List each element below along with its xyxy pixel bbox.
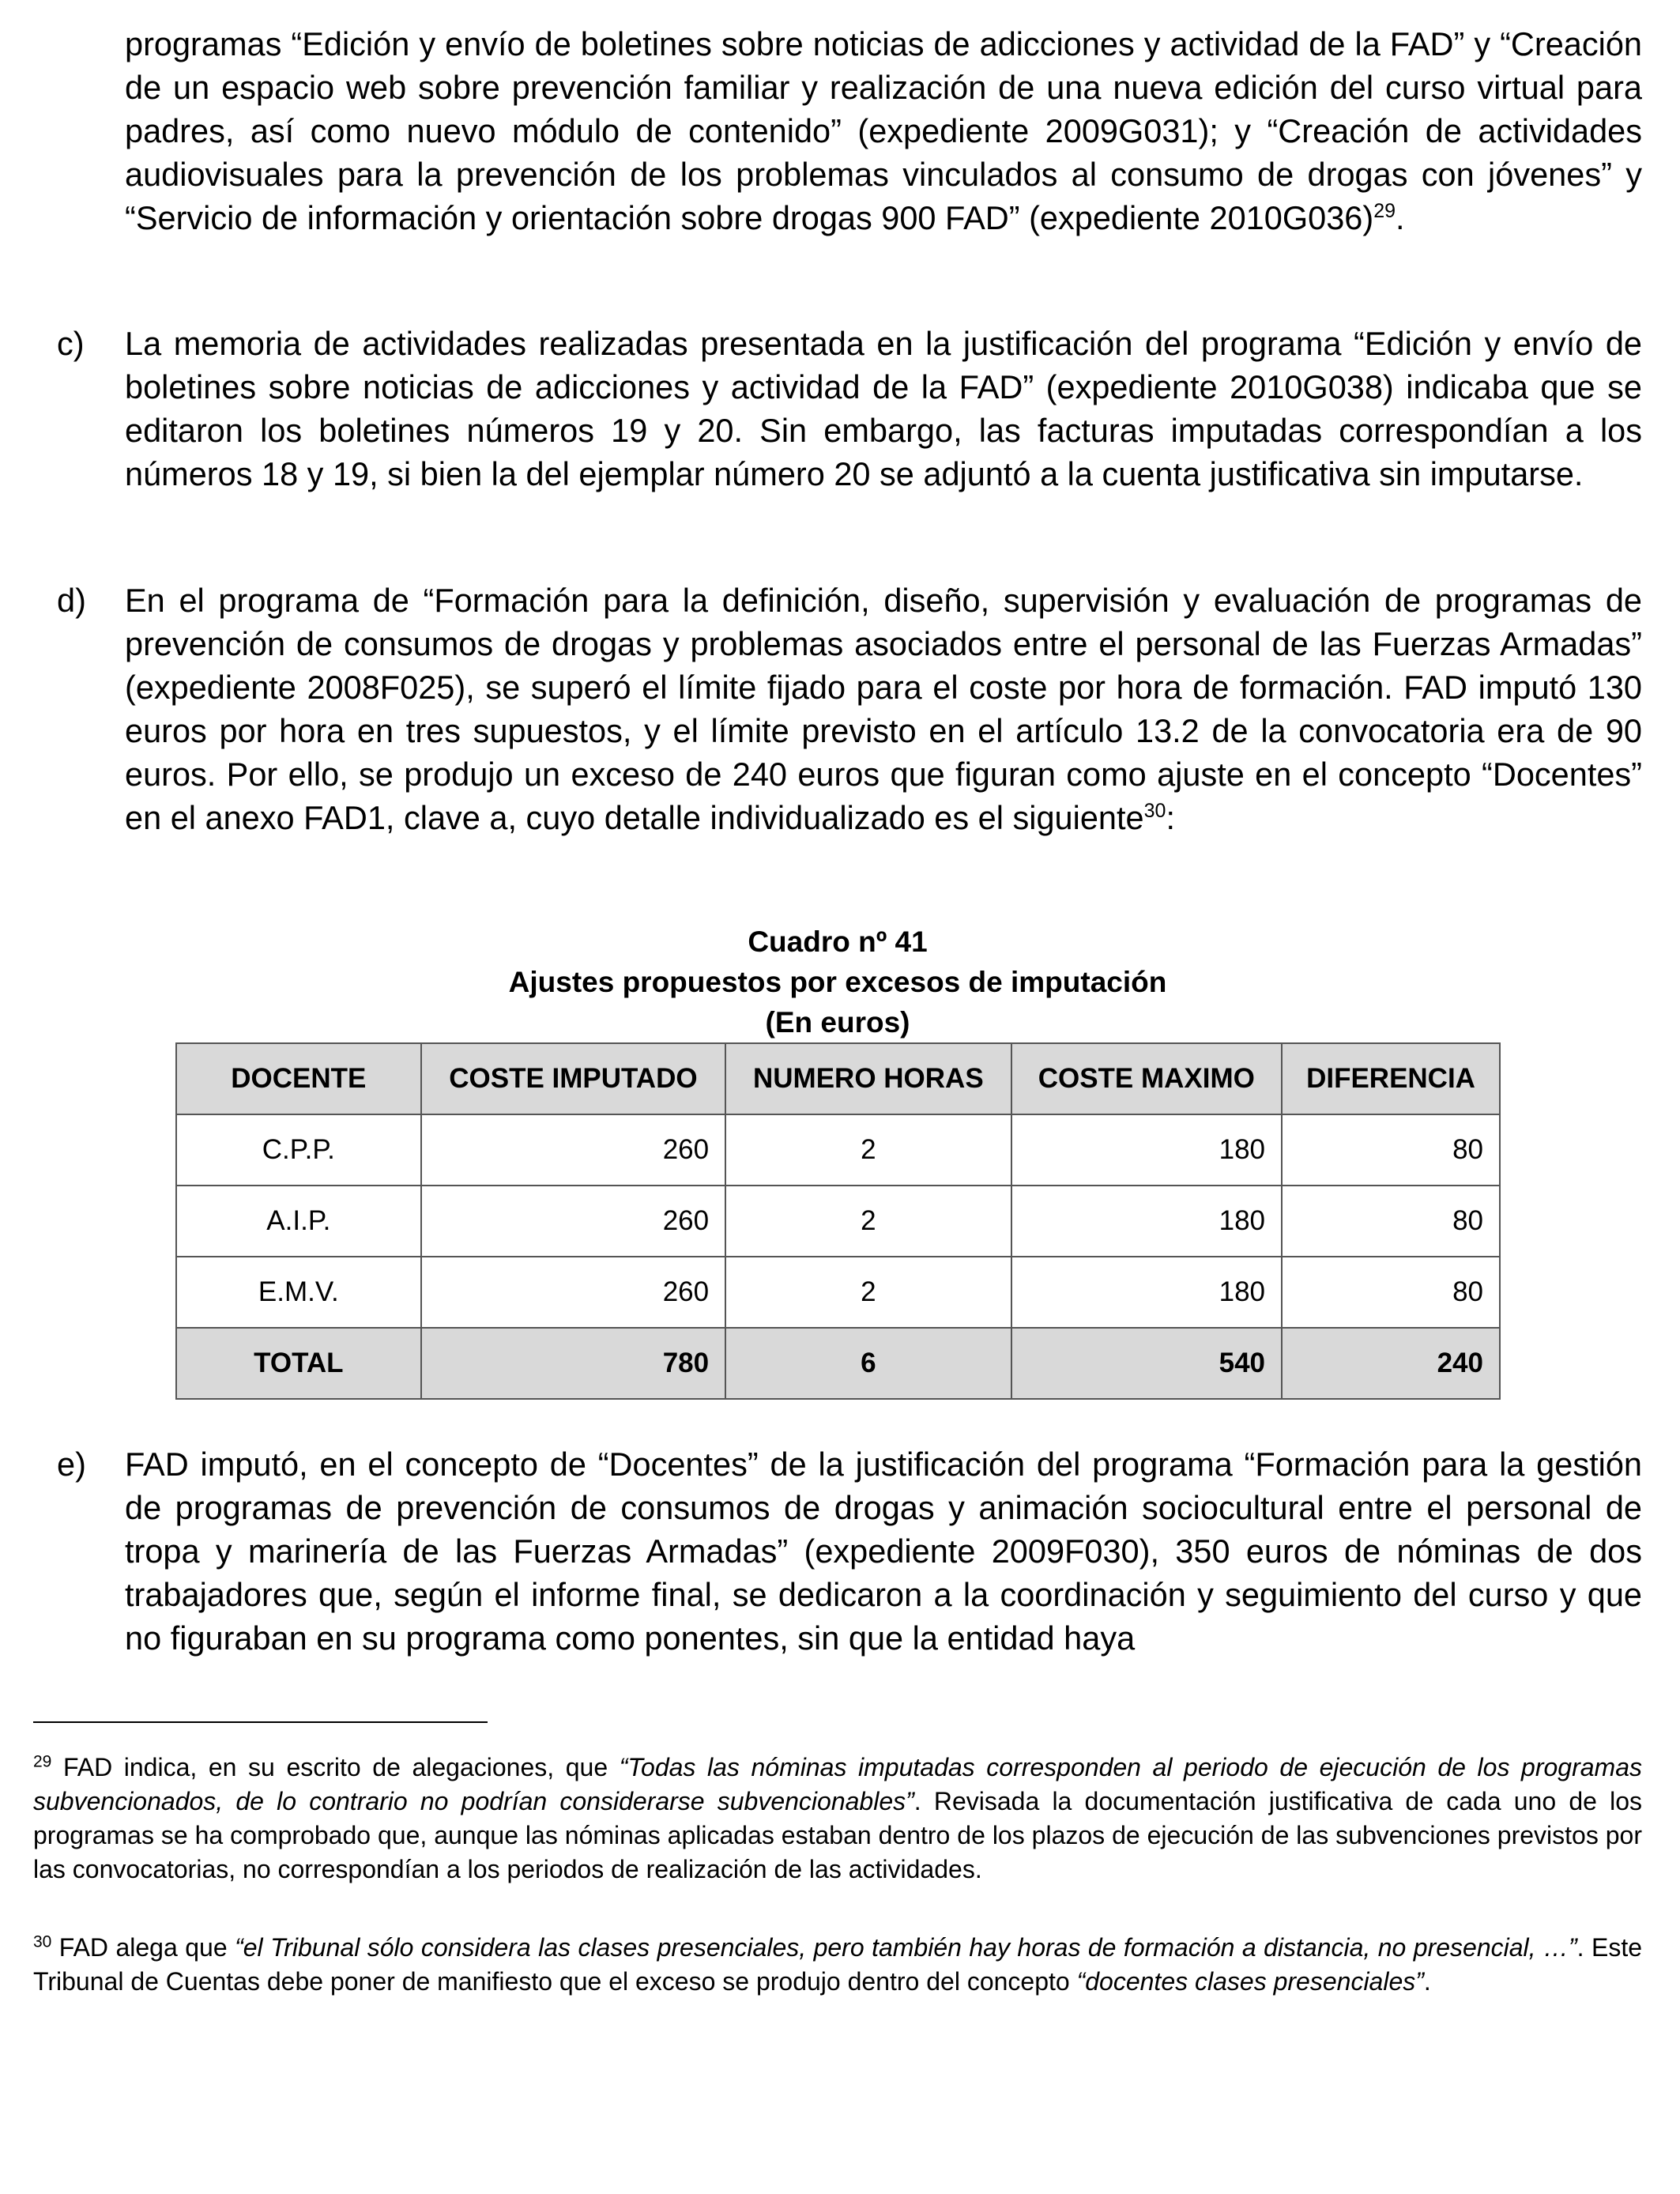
footnote-29-number: 29: [33, 1752, 52, 1771]
item-d-paragraph: [125, 579, 1642, 839]
footnote-separator: [33, 1721, 488, 1723]
table-row: [176, 1114, 1500, 1186]
table-total-row: [176, 1328, 1500, 1399]
column-header-coste-imputado: COSTE IMPUTADO: [421, 1043, 725, 1114]
cell-numero-horas: 2: [725, 1186, 1011, 1257]
footnote-29-lead: FAD indica, en su escrito de alegaciones, que: [51, 1753, 620, 1781]
item-c-marker: c): [57, 325, 85, 362]
footnote-30-end: .: [1423, 1967, 1431, 1996]
cell-docente: A.I.P.: [176, 1186, 421, 1257]
cell-diferencia: 80: [1282, 1257, 1500, 1328]
cell-diferencia: 80: [1282, 1114, 1500, 1186]
paragraph-intro-text: programas “Edición y envío de boletines sobre noticias de adicciones y actividad de la FAD” y “Creación de un espacio web sobre prevención familiar y realización de una nueva edición del curso virtual para padres, así como nuevo módulo de contenido” (expediente 2009G031); y “Creación de actividades audiovisuales para la prevención de los problemas vinculados al consumo de drogas con jóvenes” y “Servicio de información y orientación sobre drogas 900 FAD” (expediente 2010G036): [125, 25, 1642, 236]
cell-docente: E.M.V.: [176, 1257, 421, 1328]
table-caption-number: Cuadro nº 41: [748, 925, 928, 958]
item-e-text: FAD imputó, en el concepto de “Docentes” de la justificación del programa “Formación para la gestión de programas de prevención de consumos de drogas y animación sociocultural entre el personal de tropa y marinería de las Fuerzas Armadas” (expediente 2009F030), 350 euros de nóminas de dos trabajadores que, según el informe final, se dedicaron a la coordinación y seguimiento del curso y que no figuraban en su programa como ponentes, sin que la entidad haya: [125, 1446, 1642, 1657]
table-caption-units: (En euros): [765, 1006, 910, 1039]
table-header-row: [176, 1043, 1500, 1114]
cell-coste-maximo: 180: [1011, 1257, 1282, 1328]
item-d-marker: d): [57, 582, 86, 619]
cell-total-label: TOTAL: [176, 1328, 421, 1399]
cell-total-diferencia: 240: [1282, 1328, 1500, 1399]
footnote-30-rest: . Este Tribunal de Cuentas debe poner de manifiesto que el exceso se produjo dentro del concepto: [33, 1933, 1643, 1996]
cell-coste-maximo: 180: [1011, 1114, 1282, 1186]
footnote-29-quote: “Todas las nóminas imputadas corresponden al periodo de ejecución de los programas subvencionados, de lo contrario no podrían considerarse subvencionables”: [33, 1753, 1643, 1815]
footnote-29-rest: . Revisada la documentación justificativa de cada uno de los programas se ha comprobado que, aunque las nóminas aplicadas estaban dentro de los plazos de ejecución de las subvenciones previstos por las convocatorias, no correspondían a los periodos de realización de las actividades.: [33, 1787, 1643, 1883]
footnote-ref-30[interactable]: 30: [1143, 800, 1166, 823]
cell-total-coste-imputado: 780: [421, 1328, 725, 1399]
footnote-30-number: 30: [33, 1932, 52, 1951]
column-header-coste-maximo: COSTE MAXIMO: [1011, 1043, 1282, 1114]
table-caption: [175, 922, 1500, 1042]
item-c-text: La memoria de actividades realizadas presentada en la justificación del programa “Edición y envío de boletines sobre noticias de adicciones y actividad de la FAD” (expediente 2010G038) indicaba que se editaron los boletines números 19 y 20. Sin embargo, las facturas imputadas correspondían a los números 18 y 19, si bien la del ejemplar número 20 se adjuntó a la cuenta justificativa sin imputarse.: [125, 325, 1642, 492]
adjustments-table: [175, 1042, 1501, 1400]
table-row: [176, 1186, 1500, 1257]
cell-diferencia: 80: [1282, 1186, 1500, 1257]
footnote-29: [33, 1751, 1642, 1887]
table-caption-title: Ajustes propuestos por excesos de imputación: [508, 966, 1167, 998]
cell-total-coste-maximo: 540: [1011, 1328, 1282, 1399]
paragraph-intro-end: .: [1396, 199, 1405, 236]
column-header-numero-horas: NUMERO HORAS: [725, 1043, 1011, 1114]
item-e-marker: e): [57, 1446, 86, 1483]
cell-coste-imputado: 260: [421, 1186, 725, 1257]
paragraph-intro: [125, 22, 1642, 239]
item-d-end: :: [1166, 799, 1175, 836]
column-header-diferencia: DIFERENCIA: [1282, 1043, 1500, 1114]
footnote-30-quote: “el Tribunal sólo considera las clases presenciales, pero también hay horas de formación a distancia, no presencial, …”: [235, 1933, 1577, 1962]
footnote-ref-29[interactable]: 29: [1373, 200, 1396, 223]
footnote-30-lead: FAD alega que: [51, 1933, 235, 1962]
cell-coste-imputado: 260: [421, 1257, 725, 1328]
column-header-docente: DOCENTE: [176, 1043, 421, 1114]
cell-coste-imputado: 260: [421, 1114, 725, 1186]
cell-coste-maximo: 180: [1011, 1186, 1282, 1257]
table-row: [176, 1257, 1500, 1328]
cell-total-numero-horas: 6: [725, 1328, 1011, 1399]
footnote-30: [33, 1931, 1642, 1999]
cell-docente: C.P.P.: [176, 1114, 421, 1186]
cell-numero-horas: 2: [725, 1114, 1011, 1186]
footnote-30-quote2: “docentes clases presenciales”: [1076, 1967, 1424, 1996]
cell-numero-horas: 2: [725, 1257, 1011, 1328]
item-d-text: En el programa de “Formación para la definición, diseño, supervisión y evaluación de programas de prevención de consumos de drogas y problemas asociados entre el personal de las Fuerzas Armadas” (expediente 2008F025), se superó el límite fijado para el coste por hora de formación. FAD imputó 130 euros por hora en tres supuestos, y el límite previsto en el artículo 13.2 de la convocatoria era de 90 euros. Por ello, se produjo un exceso de 240 euros que figuran como ajuste en el concepto “Docentes” en el anexo FAD1, clave a, cuyo detalle individualizado es el siguiente: [125, 582, 1642, 836]
